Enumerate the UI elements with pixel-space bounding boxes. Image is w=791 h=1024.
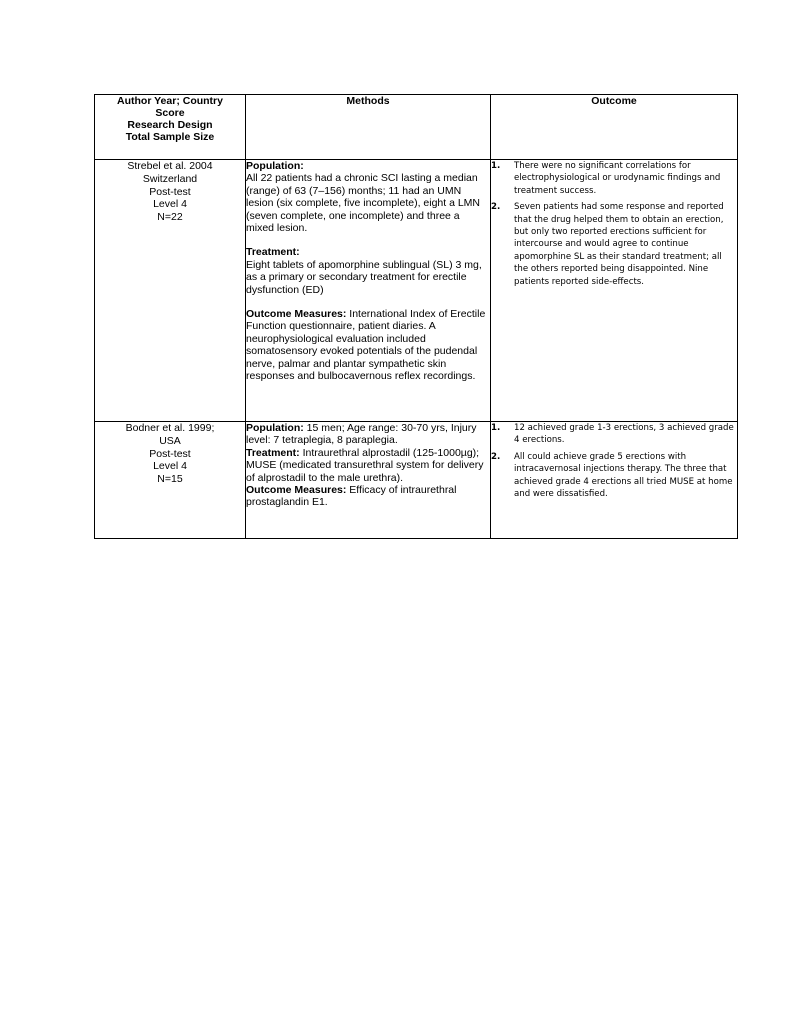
methods-text: Intraurethral alprostadil (125-1000µg); MUSE (medicated transurethral system for delivery of alprostadil to the male urethra). <box>246 446 484 484</box>
outcome-number: 1. <box>491 423 501 433</box>
study-line: Post-test <box>149 447 191 460</box>
study-line: N=22 <box>157 211 183 224</box>
methods-heading: Population: <box>246 160 304 172</box>
table-row <box>95 422 738 539</box>
study-line: Strebel et al. 2004 <box>127 160 213 172</box>
table-row <box>95 160 738 422</box>
methods-text: Efficacy of intraurethral prostaglandin E1. <box>246 484 457 509</box>
methods-treatment <box>246 246 490 296</box>
methods-population <box>246 422 490 447</box>
outcome-list <box>491 160 737 288</box>
list-item <box>491 451 737 501</box>
header-study-line: Research Design <box>127 119 213 131</box>
header-outcome: Outcome <box>491 95 738 160</box>
methods-outcome-measures <box>246 308 490 382</box>
methods-heading: Outcome Measures: <box>246 484 347 497</box>
methods-text: All 22 patients had a chronic SCI lasting a median (range) of 63 (7–156) months; 11 had an UMN lesion (six complete, five incomplete), eight a LMN (seven complete, one incomplete) and three a mixed lesion. <box>246 172 481 235</box>
outcome-text: There were no significant correlations for electrophysiological or urodynamic findings and treatment success. <box>514 161 721 196</box>
header-study <box>95 95 246 160</box>
evidence-table <box>94 94 738 539</box>
methods-treatment <box>246 447 490 484</box>
methods-heading: Treatment: <box>246 246 300 259</box>
study-line: Level 4 <box>153 460 187 473</box>
study-line: N=15 <box>157 473 183 486</box>
methods-text: Eight tablets of apomorphine sublingual (SL) 3 mg, as a primary or secondary treatment for erectile dysfunction (ED) <box>246 258 482 296</box>
header-study-line: Author Year; Country <box>117 95 223 107</box>
study-line: Bodner et al. 1999; <box>125 422 215 434</box>
list-item <box>491 422 737 447</box>
header-study-line: Total Sample Size <box>125 131 215 143</box>
methods-heading: Treatment: <box>246 446 300 459</box>
table-header-row <box>95 95 738 160</box>
methods-cell <box>246 160 491 422</box>
outcome-text: 12 achieved grade 1-3 erections, 3 achieved grade 4 erections. <box>514 423 734 446</box>
list-item <box>491 201 737 288</box>
methods-heading: Outcome Measures: <box>246 308 347 321</box>
methods-cell <box>246 422 491 539</box>
study-line: Switzerland <box>142 172 198 185</box>
outcome-number: 2. <box>491 451 501 462</box>
study-cell <box>95 422 246 539</box>
outcome-text: Seven patients had some response and reported that the drug helped them to obtain an erection, but only two reported erections sufficient for intercourse and would agree to continue apomorphine SL as their standard treatment; all the others reported being disappointed. Nine patients reported side-effects. <box>514 202 724 287</box>
methods-heading: Population: <box>246 422 304 434</box>
methods-text: 15 men; Age range: 30-70 yrs, Injury level: 7 tetraplegia, 8 paraplegia. <box>246 422 477 447</box>
outcome-cell <box>491 160 738 422</box>
methods-text: International Index of Erectile Function questionnaire, patient diaries. A neurophysiological evaluation included somatosensory evoked potentials of the pudendal nerve, palmar and plantar sympathetic skin responses and bulbocavernous reflex recordings. <box>246 308 486 383</box>
study-line: USA <box>159 434 181 447</box>
study-line: Post-test <box>149 185 191 198</box>
methods-population <box>246 160 490 234</box>
methods-outcome-measures <box>246 484 490 509</box>
header-methods: Methods <box>246 95 491 160</box>
outcome-text: All could achieve grade 5 erections with intracavernosal injections therapy. The three that achieved grade 4 erections all tried MUSE at home and were dissatisfied. <box>514 451 733 500</box>
study-cell <box>95 160 246 422</box>
outcome-list <box>491 422 737 500</box>
study-line: Level 4 <box>153 198 187 211</box>
outcome-number: 1. <box>491 161 501 171</box>
outcome-cell <box>491 422 738 539</box>
list-item <box>491 160 737 197</box>
outcome-number: 2. <box>491 202 501 213</box>
header-study-line: Score <box>155 107 185 119</box>
